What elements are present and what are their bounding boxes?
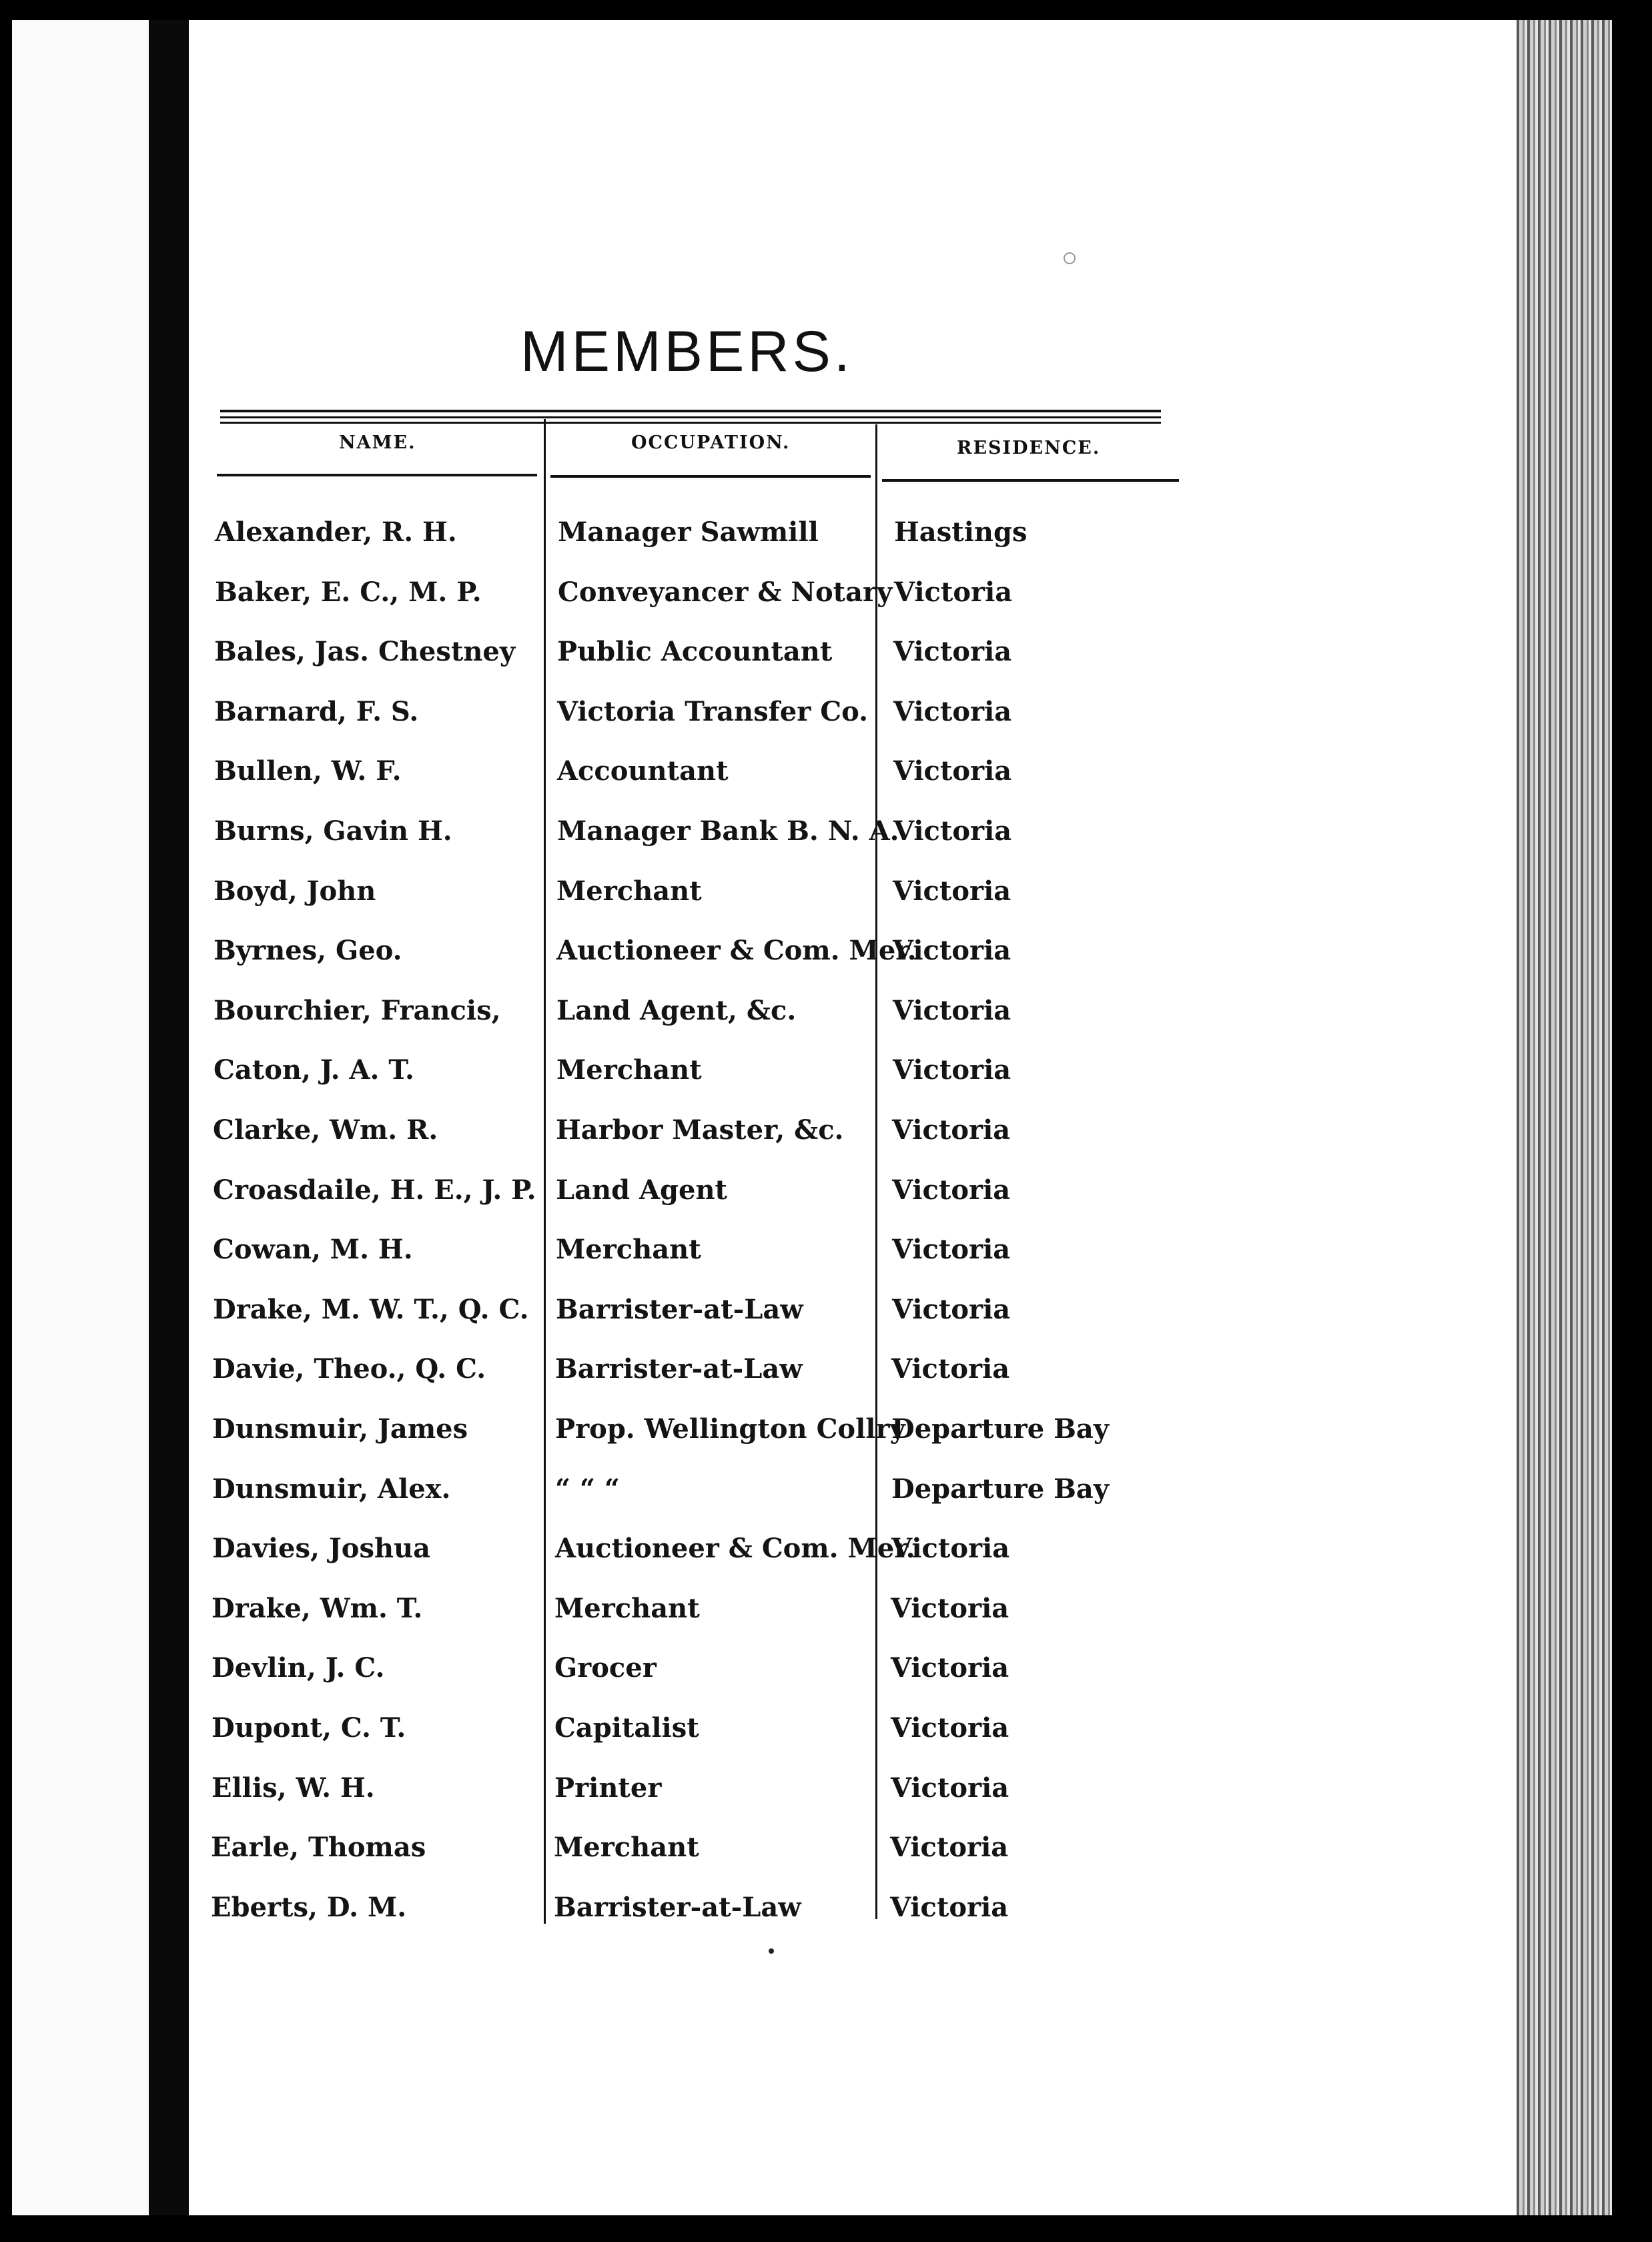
member-occupation: Barrister-at-Law [554, 1892, 801, 1923]
member-occupation: Land Agent [556, 1174, 728, 1206]
member-occupation: Merchant [556, 875, 702, 907]
member-name: Dupont, C. T. [212, 1712, 406, 1744]
member-occupation: Grocer [554, 1652, 657, 1684]
member-name: Drake, M. W. T., Q. C. [213, 1294, 529, 1325]
member-occupation: Merchant [554, 1593, 700, 1624]
member-name: Ellis, W. H. [212, 1772, 375, 1804]
member-occupation: Merchant [556, 1054, 702, 1086]
member-name: Boyd, John [214, 875, 376, 907]
member-residence: Victoria [890, 1892, 1009, 1923]
header-rule-residence [882, 479, 1179, 482]
scan-border-right [1612, 0, 1652, 2242]
title-rule-middle [220, 416, 1161, 418]
member-occupation: Prop. Wellington Collry [555, 1413, 905, 1445]
member-occupation: Conveyancer & Notary [558, 577, 893, 608]
member-residence: Departure Bay [891, 1413, 1110, 1445]
member-residence: Victoria [892, 1294, 1011, 1325]
scan-border-bottom [0, 2215, 1652, 2242]
member-residence: Victoria [893, 755, 1012, 787]
member-residence: Victoria [892, 1114, 1011, 1146]
member-residence: Hastings [894, 516, 1027, 548]
member-name: Cowan, M. H. [213, 1234, 413, 1265]
member-occupation: Auctioneer & Com. Mer. [555, 1533, 915, 1564]
header-rule-occupation [550, 475, 871, 478]
member-name: Drake, Wm. T. [212, 1593, 423, 1624]
member-name: Alexander, R. H. [215, 516, 457, 548]
member-residence: Victoria [891, 1593, 1009, 1624]
member-name: Earle, Thomas [211, 1832, 426, 1863]
member-residence: Victoria [893, 696, 1012, 727]
header-residence: RESIDENCE. [957, 438, 1101, 458]
member-occupation: Merchant [554, 1832, 699, 1863]
member-residence: Victoria [894, 577, 1013, 608]
member-residence: Victoria [893, 995, 1011, 1026]
scan-border-top [0, 0, 1652, 20]
stray-ink-mark [769, 1948, 774, 1954]
page-title: MEMBERS. [520, 320, 853, 384]
column-divider-2 [875, 424, 877, 1919]
member-occupation: Merchant [556, 1234, 701, 1265]
member-residence: Victoria [890, 1832, 1009, 1863]
member-occupation: Harbor Master, &c. [556, 1114, 844, 1146]
member-name: Clarke, Wm. R. [213, 1114, 438, 1146]
member-name: Davies, Joshua [212, 1533, 431, 1564]
book-gutter [149, 20, 189, 2215]
member-occupation: “ “ “ [555, 1473, 620, 1505]
title-rule-top [220, 410, 1161, 412]
member-residence: Victoria [891, 1533, 1010, 1564]
member-name: Croasdaile, H. E., J. P. [213, 1174, 536, 1206]
member-occupation: Auctioneer & Com. Mer. [556, 935, 917, 966]
member-name: Caton, J. A. T. [214, 1054, 414, 1086]
member-residence: Victoria [892, 1174, 1011, 1206]
title-rule-bottom [220, 422, 1161, 424]
member-residence: Victoria [893, 935, 1011, 966]
member-name: Bourchier, Francis, [214, 995, 501, 1026]
member-name: Dunsmuir, Alex. [212, 1473, 451, 1505]
member-residence: Victoria [893, 875, 1011, 907]
member-occupation: Land Agent, &c. [556, 995, 797, 1026]
member-occupation: Capitalist [554, 1712, 699, 1744]
member-occupation: Printer [554, 1772, 662, 1804]
header-rule-name [217, 474, 537, 476]
member-residence: Victoria [893, 1054, 1011, 1086]
member-name: Davie, Theo., Q. C. [212, 1353, 486, 1385]
member-occupation: Barrister-at-Law [556, 1294, 803, 1325]
scan-speck [1064, 252, 1076, 264]
member-name: Baker, E. C., M. P. [215, 577, 482, 608]
member-name: Barnard, F. S. [214, 696, 419, 727]
member-residence: Victoria [891, 1712, 1009, 1744]
member-name: Byrnes, Geo. [214, 935, 402, 966]
member-residence: Victoria [893, 636, 1012, 667]
member-name: Burns, Gavin H. [214, 815, 452, 847]
member-residence: Victoria [891, 1353, 1010, 1385]
header-name: NAME. [339, 432, 416, 453]
member-occupation: Manager Sawmill [558, 516, 819, 548]
facing-page-edge [12, 20, 149, 2215]
member-residence: Victoria [891, 1772, 1009, 1804]
member-occupation: Accountant [557, 755, 729, 787]
member-occupation: Manager Bank B. N. A. [557, 815, 899, 847]
member-name: Eberts, D. M. [211, 1892, 407, 1923]
member-name: Bullen, W. F. [214, 755, 402, 787]
member-name: Devlin, J. C. [212, 1652, 385, 1684]
header-occupation: OCCUPATION. [631, 432, 791, 453]
column-divider-1 [544, 419, 546, 1924]
scan-border-left [0, 0, 12, 2242]
member-residence: Victoria [892, 1234, 1011, 1265]
member-name: Bales, Jas. Chestney [214, 636, 516, 667]
member-residence: Victoria [893, 815, 1012, 847]
page-block-edge [1517, 20, 1612, 2215]
member-residence: Departure Bay [891, 1473, 1110, 1505]
member-occupation: Public Accountant [557, 636, 833, 667]
member-occupation: Barrister-at-Law [555, 1353, 803, 1385]
member-name: Dunsmuir, James [212, 1413, 468, 1445]
member-residence: Victoria [891, 1652, 1009, 1684]
member-occupation: Victoria Transfer Co. [557, 696, 868, 727]
